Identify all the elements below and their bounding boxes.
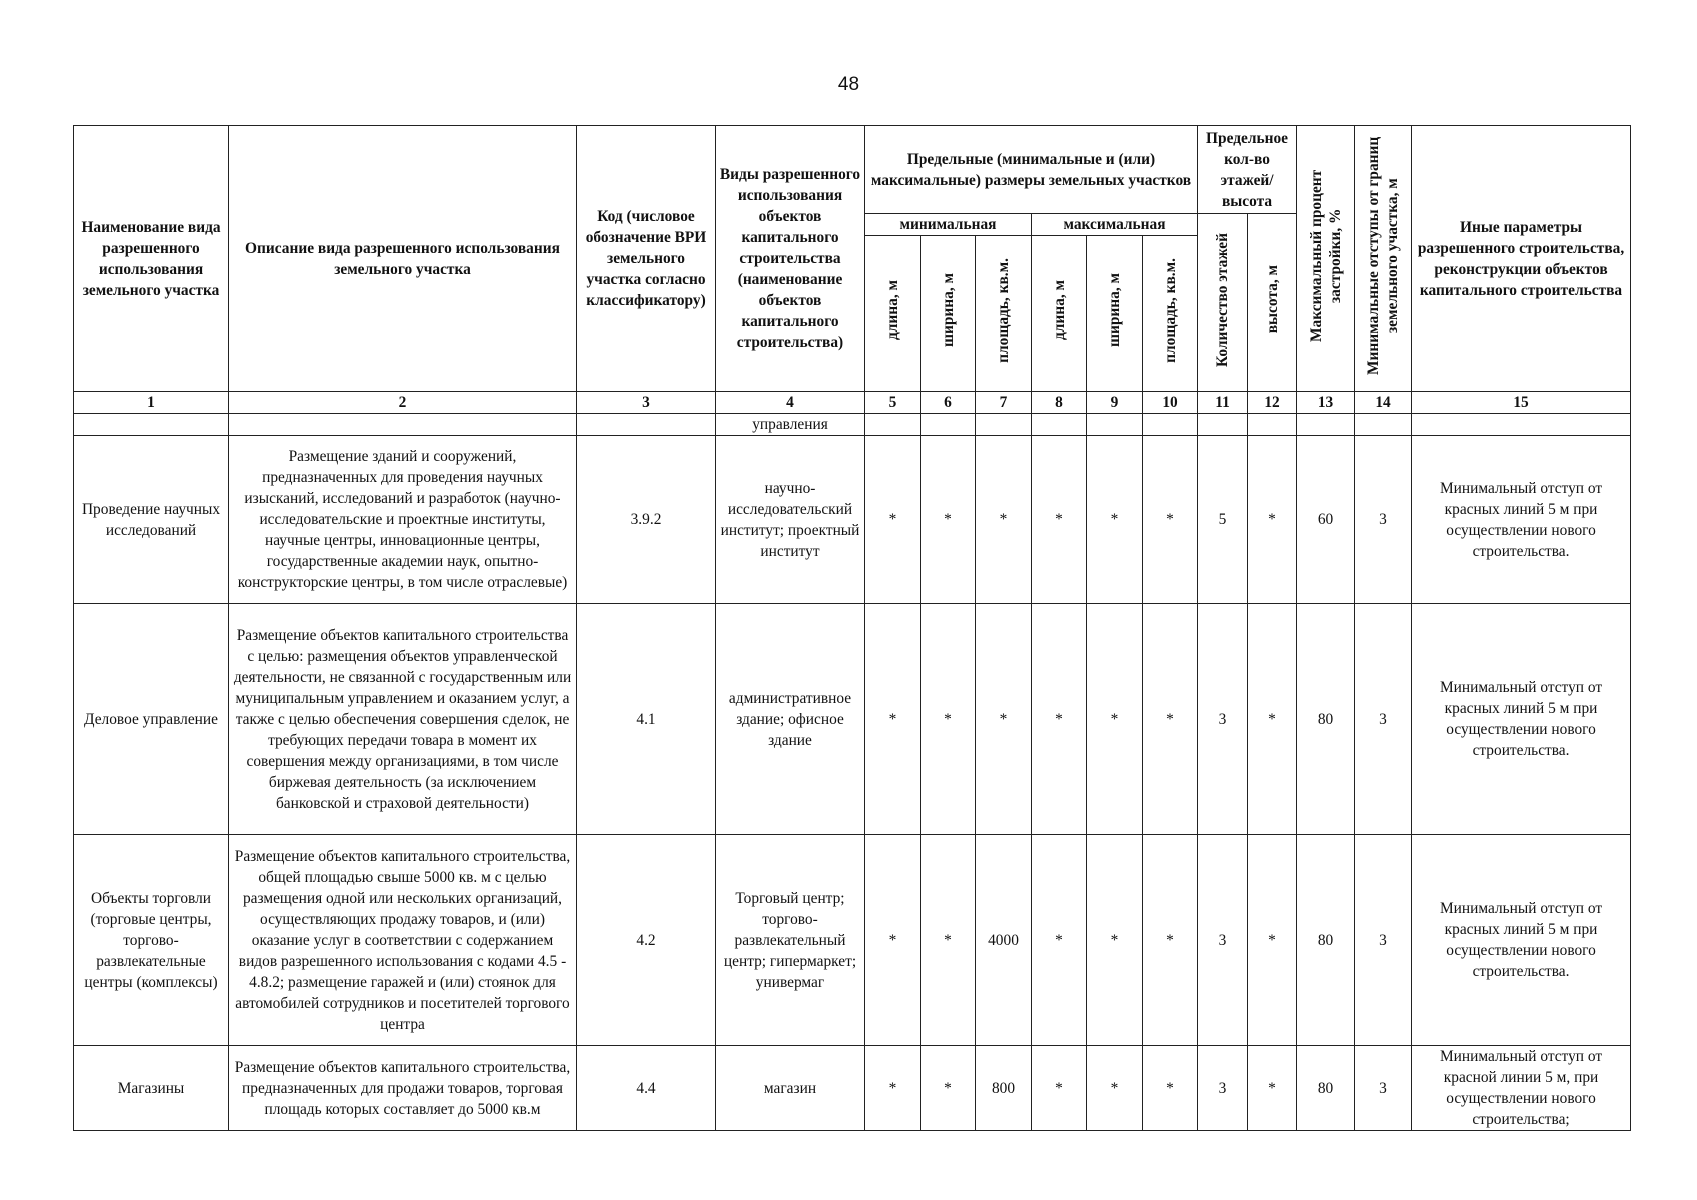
max-area: * [1143,436,1198,604]
max-area: * [1143,835,1198,1046]
header-min-group: минимальная [865,214,1032,236]
height-value: * [1248,835,1297,1046]
table-row [74,835,1631,1046]
max-length: * [1032,604,1087,835]
max-area: * [1143,604,1198,835]
land-use-name: Деловое управление [74,604,229,835]
header-max-length: длина, м [1032,236,1087,392]
column-number: 12 [1248,392,1297,414]
height-value: * [1248,604,1297,835]
other-params: Минимальный отступ от красных линий 5 м при осуществлении нового строительства. [1412,835,1631,1046]
header-min-area: площадь, кв.м. [976,236,1032,392]
other-params: Минимальный отступ от красных линий 5 м при осуществлении нового строительства. [1412,604,1631,835]
floors-count: 5 [1198,436,1248,604]
column-number-row [74,392,1631,414]
header-height: высота, м [1248,214,1297,392]
header-objects: Виды разрешенного использования объектов капитального строительства (наименование объектов капитального строительства) [716,126,865,392]
min-length: * [865,1046,921,1131]
min-setback: 3 [1355,1046,1412,1131]
land-use-code: 4.2 [577,835,716,1046]
header-floors-group: Предельное кол-во этажей/ высота [1198,126,1297,214]
max-length: * [1032,835,1087,1046]
min-area: * [976,604,1032,835]
header-max-width: ширина, м [1087,236,1143,392]
building-objects: административное здание; офисное здание [716,604,865,835]
land-use-regulations-table [73,125,1631,1131]
column-number: 6 [921,392,976,414]
column-number: 4 [716,392,865,414]
header-land-use-name: Наименование вида разрешенного использования земельного участка [74,126,229,392]
header-max-group: максимальная [1032,214,1198,236]
header-description: Описание вида разрешенного использования земельного участка [229,126,577,392]
land-use-name: Магазины [74,1046,229,1131]
max-width: * [1087,1046,1143,1131]
column-number: 2 [229,392,577,414]
header-code: Код (числовое обозначение ВРИ земельного участка согласно классификатору) [577,126,716,392]
page-number: 48 [837,74,860,95]
height-value: * [1248,436,1297,604]
table-row [74,436,1631,604]
floors-count: 3 [1198,604,1248,835]
max-width: * [1087,436,1143,604]
building-objects: магазин [716,1046,865,1131]
table-row [74,1046,1631,1131]
max-width: * [1087,604,1143,835]
header-min-width: ширина, м [921,236,976,392]
land-use-description: Размещение объектов капитального строительства, общей площадью свыше 5000 кв. м с целью размещения одной или нескольких организаций, осуществляющих продажу товаров, и (или) оказание услуг в соответствии с содержанием видов разрешенного использования с кодами 4.5 - 4.8.2; размещение гаражей и (или) стоянок для автомобилей сотрудников и посетителей торгового центра [229,835,577,1046]
min-length: * [865,604,921,835]
min-width: * [921,835,976,1046]
header-floors-count: Количество этажей [1198,214,1248,392]
column-number: 7 [976,392,1032,414]
land-use-name: Проведение научных исследований [74,436,229,604]
header-limits-group: Предельные (минимальные и (или) максимальные) размеры земельных участков [865,126,1198,214]
min-area: 4000 [976,835,1032,1046]
max-area: * [1143,1046,1198,1131]
max-length: * [1032,1046,1087,1131]
min-setback: 3 [1355,604,1412,835]
floors-count: 3 [1198,1046,1248,1131]
max-length: * [1032,436,1087,604]
building-objects: Торговый центр; торгово-развлекательный центр; гипермаркет; универмаг [716,835,865,1046]
continuation-text: управления [716,414,865,436]
header-other-params: Иные параметры разрешенного строительства, реконструкции объектов капитального строительства [1412,126,1631,392]
header-row-1 [74,126,1631,214]
other-params: Минимальный отступ от красной линии 5 м, при осуществлении нового строительства; [1412,1046,1631,1131]
column-number: 10 [1143,392,1198,414]
land-use-name: Объекты торговли (торговые центры, торгово-развлекательные центры (комплексы) [74,835,229,1046]
column-number: 8 [1032,392,1087,414]
min-setback: 3 [1355,436,1412,604]
land-use-code: 4.1 [577,604,716,835]
max-percent: 80 [1297,604,1355,835]
max-percent: 80 [1297,835,1355,1046]
min-area: * [976,436,1032,604]
building-objects: научно-исследовательский институт; проектный институт [716,436,865,604]
max-percent: 60 [1297,436,1355,604]
land-use-code: 3.9.2 [577,436,716,604]
max-percent: 80 [1297,1046,1355,1131]
column-number: 11 [1198,392,1248,414]
land-use-description: Размещение объектов капитального строительства, предназначенных для продажи товаров, торговая площадь которых составляет до 5000 кв.м [229,1046,577,1131]
other-params: Минимальный отступ от красных линий 5 м при осуществлении нового строительства. [1412,436,1631,604]
column-number: 14 [1355,392,1412,414]
min-setback: 3 [1355,835,1412,1046]
column-number: 3 [577,392,716,414]
land-use-code: 4.4 [577,1046,716,1131]
column-number: 5 [865,392,921,414]
header-max-percent: Максимальный процент застройки, % [1297,126,1355,392]
table-row [74,604,1631,835]
min-length: * [865,436,921,604]
header-min-length: длина, м [865,236,921,392]
column-number: 13 [1297,392,1355,414]
height-value: * [1248,1046,1297,1131]
header-max-area: площадь, кв.м. [1143,236,1198,392]
land-use-description: Размещение зданий и сооружений, предназначенных для проведения научных изысканий, исследований и разработок (научно-исследовательские и проектные институты, научные центры, инновационные центры, государственные академии наук, опытно-конструкторские центры, в том числе отраслевые) [229,436,577,604]
header-min-setback: Минимальные отступы от границ земельного участка, м [1355,126,1412,392]
max-width: * [1087,835,1143,1046]
min-width: * [921,436,976,604]
column-number: 9 [1087,392,1143,414]
column-number: 1 [74,392,229,414]
min-width: * [921,604,976,835]
min-area: 800 [976,1046,1032,1131]
min-length: * [865,835,921,1046]
land-use-description: Размещение объектов капитального строительства с целью: размещения объектов управленческой деятельности, не связанной с государственным или муниципальным управлением и оказанием услуг, а также с целью обеспечения совершения сделок, не требующих передачи товара в момент их совершения между организациями, в том числе биржевая деятельность (за исключением банковской и страховой деятельности) [229,604,577,835]
continuation-row [74,414,1631,436]
column-number: 15 [1412,392,1631,414]
floors-count: 3 [1198,835,1248,1046]
min-width: * [921,1046,976,1131]
